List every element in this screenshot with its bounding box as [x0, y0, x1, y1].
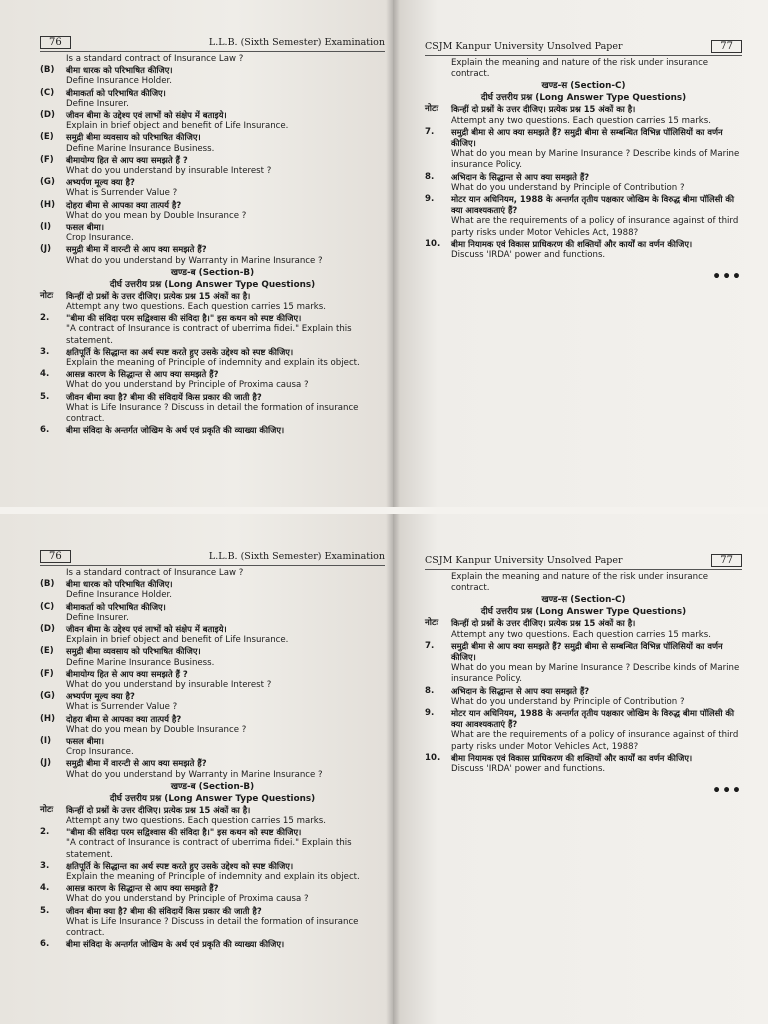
- question-number: 10.: [425, 752, 441, 763]
- question-item: [425, 239, 742, 261]
- question-item: [40, 691, 385, 713]
- question-text: [66, 624, 385, 646]
- question-english: Crop Insurance.: [66, 747, 134, 758]
- note-english: Attempt any two questions. Each question carries 15 marks.: [451, 115, 711, 126]
- question-number: (E): [40, 646, 54, 657]
- note-label: नोटः: [40, 290, 54, 301]
- question-hindi: फसल बीमा।: [66, 222, 105, 233]
- question-english: "A contract of Insurance is contract of uberrima fidei." Explain this statement.: [66, 838, 352, 860]
- question-item: [40, 369, 385, 391]
- photo-top: [0, 0, 768, 507]
- question-hindi: समुद्री बीमा से आप क्या समझते हैं? समुद्री बीमा से सम्बन्धित विभिन्न पॉलिसियों का वर्णन कीजिए।: [451, 640, 723, 663]
- section-subtitle: दीर्घ उत्तरीय प्रश्न (Long Answer Type Questions): [480, 93, 687, 104]
- section-title: खण्ड-स (Section-C): [541, 595, 626, 606]
- question-hindi: बीमा धारक को परिभाषित कीजिए।: [66, 579, 173, 590]
- question-hindi: आसन्न कारण के सिद्धान्त से आप क्या समझते हैं?: [66, 369, 219, 380]
- question-english: Define Marine Insurance Business.: [66, 143, 215, 154]
- question-text: [66, 579, 385, 601]
- note-hindi: किन्हीं दो प्रश्नों के उत्तर दीजिए। प्रत्येक प्रश्न 15 अंकों का है।: [451, 618, 636, 629]
- question-text: [451, 572, 742, 594]
- question-item: [40, 568, 385, 579]
- question-number: (B): [40, 579, 55, 590]
- left-page: [0, 0, 393, 507]
- left-page-number: 76: [40, 36, 71, 49]
- question-item: [40, 155, 385, 177]
- question-english: What do you mean by Marine Insurance ? Describe kinds of Marine insurance Policy.: [451, 149, 740, 171]
- note: [425, 618, 742, 640]
- question-english: What is Surrender Value ?: [66, 702, 178, 713]
- question-hindi: बीमाकर्ता को परिभाषित कीजिए।: [66, 87, 166, 98]
- question-item: [40, 624, 385, 646]
- right-body: [425, 58, 742, 285]
- question-hindi: अभिदान के सिद्धान्त से आप क्या समझते हैं?: [451, 685, 590, 696]
- question-hindi: बीमायोग्य हित से आप क्या समझते हैं ?: [66, 154, 188, 165]
- question-text: [66, 669, 385, 691]
- question-item: [40, 244, 385, 266]
- question-english: What are the requirements of a policy of insurance against of third party risks under Motor Vehicles Act, 1988?: [451, 216, 739, 238]
- note-label: नोटः: [40, 804, 54, 815]
- question-text: [66, 155, 385, 177]
- question-text: [66, 568, 385, 579]
- question-hindi: "बीमा की संविदा परम सद्विश्वास की संविदा है।" इस कथन को स्पष्ट कीजिए।: [66, 827, 302, 838]
- section-subtitle: दीर्घ उत्तरीय प्रश्न (Long Answer Type Questions): [480, 607, 687, 618]
- question-english: What do you understand by Principle of Proxima causa ?: [66, 894, 309, 905]
- question-english: What do you mean by Marine Insurance ? Describe kinds of Marine insurance Policy.: [451, 663, 740, 685]
- question-hindi: बीमाकर्ता को परिभाषित कीजिए।: [66, 601, 166, 612]
- question-hindi: समुद्री बीमा में वारन्टी से आप क्या समझते हैं?: [66, 244, 207, 255]
- question-text: [66, 110, 385, 132]
- left-page: [0, 514, 393, 1024]
- question-item: [40, 200, 385, 222]
- question-item: [40, 602, 385, 624]
- question-hindi: मोटर यान अधिनियम, 1988 के अन्तर्गत तृतीय पक्षकार जोखिम के विरुद्ध बीमा पॉलिसी की क्या आवश्यकताएं हैं?: [451, 194, 735, 216]
- question-english: What is Life Insurance ? Discuss in detail the formation of insurance contract.: [66, 916, 359, 939]
- question-number: 8.: [425, 685, 435, 696]
- note-english: Attempt any two questions. Each question carries 15 marks.: [66, 302, 326, 313]
- note-text: [66, 805, 385, 827]
- question-text: [66, 883, 385, 905]
- question-english: "A contract of Insurance is contract of uberrima fidei." Explain this statement.: [66, 324, 352, 346]
- question-item: [40, 110, 385, 132]
- right-page: [393, 514, 768, 1024]
- question-text: [451, 753, 742, 775]
- question-english: Is a standard contract of Insurance Law ?: [66, 568, 244, 578]
- question-item: [40, 939, 385, 950]
- question-hindi: आसन्न कारण के सिद्धान्त से आप क्या समझते हैं?: [66, 883, 219, 894]
- question-number: 5.: [40, 905, 50, 916]
- question-number: 6.: [40, 939, 50, 950]
- question-number: 7.: [425, 126, 435, 137]
- question-item: [425, 641, 742, 686]
- question-text: [66, 602, 385, 624]
- photo-divider: [0, 507, 768, 514]
- question-english: What do you understand by Principle of Proxima causa ?: [66, 380, 309, 391]
- question-text: [66, 691, 385, 713]
- question-english: Explain the meaning and nature of the risk under insurance contract.: [451, 572, 709, 594]
- question-english: What do you mean by Double Insurance ?: [66, 724, 247, 735]
- question-hindi: क्षतिपूर्ति के सिद्धान्त का अर्थ स्पष्ट करते हुए उसके उद्देश्य को स्पष्ट कीजिए।: [66, 860, 294, 871]
- question-item: [40, 646, 385, 668]
- note: [425, 104, 742, 126]
- question-english: Crop Insurance.: [66, 233, 134, 244]
- question-item: [40, 906, 385, 940]
- question-english: What do you mean by Double Insurance ?: [66, 210, 247, 221]
- note-hindi: किन्हीं दो प्रश्नों के उत्तर दीजिए। प्रत्येक प्रश्न 15 अंकों का है।: [66, 804, 251, 815]
- question-item: [40, 579, 385, 601]
- question-hindi: अभ्यर्पण मूल्य क्या है?: [66, 177, 135, 188]
- question-item: [40, 313, 385, 347]
- question-item: [40, 392, 385, 426]
- section-subtitle: दीर्घ उत्तरीय प्रश्न (Long Answer Type Questions): [109, 793, 316, 804]
- question-item: [40, 347, 385, 369]
- question-text: [451, 641, 742, 686]
- left-page-header: [40, 550, 385, 566]
- question-hindi: बीमा नियामक एवं विकास प्राधिकरण की शक्तियों और कार्यों का वर्णन कीजिए।: [451, 238, 693, 249]
- question-item: [425, 686, 742, 708]
- question-text: [451, 194, 742, 239]
- question-item: [425, 58, 742, 80]
- note-hindi: किन्हीं दो प्रश्नों के उत्तर दीजिए। प्रत्येक प्रश्न 15 अंकों का है।: [66, 290, 251, 301]
- question-english: Explain the meaning and nature of the risk under insurance contract.: [451, 58, 709, 80]
- question-english: What is Surrender Value ?: [66, 188, 178, 199]
- question-text: [66, 65, 385, 87]
- question-item: [40, 736, 385, 758]
- question-item: [40, 222, 385, 244]
- question-item: [40, 758, 385, 780]
- right-header-title: CSJM Kanpur University Unsolved Paper: [425, 41, 623, 52]
- question-english: What do you understand by insurable Interest ?: [66, 166, 272, 177]
- question-item: [40, 65, 385, 87]
- question-english: Explain in brief object and benefit of Life Insurance.: [66, 635, 289, 646]
- question-english: Explain the meaning of Principle of indemnity and explain its object.: [66, 872, 360, 883]
- question-text: [66, 369, 385, 391]
- note-english: Attempt any two questions. Each question carries 15 marks.: [66, 816, 326, 827]
- question-number: (H): [40, 199, 56, 210]
- question-number: (I): [40, 736, 52, 747]
- question-english: Define Insurance Holder.: [66, 76, 173, 87]
- question-number: (G): [40, 177, 55, 188]
- right-page: [393, 0, 768, 507]
- question-hindi: जीवन बीमा क्या है? बीमा की संविदायें किस प्रकार की जाती है?: [66, 391, 262, 402]
- note-label: नोटः: [425, 104, 439, 115]
- question-text: [66, 758, 385, 780]
- note-english: Attempt any two questions. Each question carries 15 marks.: [451, 629, 711, 640]
- left-body: [40, 568, 385, 951]
- question-english: Explain the meaning of Principle of indemnity and explain its object.: [66, 358, 360, 369]
- question-number: [425, 58, 451, 80]
- note-text: [66, 291, 385, 313]
- question-number: (F): [40, 668, 54, 679]
- note-hindi: किन्हीं दो प्रश्नों के उत्तर दीजिए। प्रत्येक प्रश्न 15 अंकों का है।: [451, 104, 636, 115]
- question-number: (G): [40, 691, 55, 702]
- section-title: खण्ड-ब (Section-B): [170, 781, 255, 792]
- question-number: (J): [40, 758, 52, 769]
- question-hindi: बीमा संविदा के अन्तर्गत जोखिम के अर्थ एवं प्रकृति की व्याख्या कीजिए।: [66, 425, 285, 436]
- question-text: [66, 939, 385, 950]
- question-number: [40, 568, 66, 579]
- question-hindi: "बीमा की संविदा परम सद्विश्वास की संविदा है।" इस कथन को स्पष्ट कीजिए।: [66, 313, 302, 324]
- section-subtitle: दीर्घ उत्तरीय प्रश्न (Long Answer Type Questions): [109, 279, 316, 290]
- question-text: [451, 172, 742, 194]
- question-number: 3.: [40, 860, 50, 871]
- note-label: नोटः: [425, 618, 439, 629]
- question-item: [40, 861, 385, 883]
- question-number: 9.: [425, 708, 435, 719]
- question-english: Explain in brief object and benefit of Life Insurance.: [66, 121, 289, 132]
- question-english: What do you understand by Warranty in Marine Insurance ?: [66, 769, 323, 780]
- question-item: [40, 883, 385, 905]
- question-hindi: जीवन बीमा के उद्देश्य एवं लाभों को संक्षेप में बताइये।: [66, 110, 227, 121]
- question-english: Define Insurer.: [66, 612, 129, 623]
- question-item: [40, 714, 385, 736]
- question-number: 5.: [40, 391, 50, 402]
- question-text: [451, 58, 742, 80]
- question-text: [451, 239, 742, 261]
- question-text: [66, 244, 385, 266]
- question-english: Discuss 'IRDA' power and functions.: [451, 764, 606, 775]
- question-hindi: समुद्री बीमा में वारन्टी से आप क्या समझते हैं?: [66, 758, 207, 769]
- note: [40, 805, 385, 827]
- right-page-header: [425, 554, 742, 570]
- question-english: Discuss 'IRDA' power and functions.: [451, 250, 606, 261]
- question-item: [425, 753, 742, 775]
- question-item: [425, 572, 742, 594]
- question-number: 7.: [425, 640, 435, 651]
- question-hindi: समुद्री बीमा व्यवसाय को परिभाषित कीजिए।: [66, 646, 201, 657]
- question-hindi: समुद्री बीमा व्यवसाय को परिभाषित कीजिए।: [66, 132, 201, 143]
- right-page-number: 77: [711, 554, 742, 567]
- left-header-title: L.L.B. (Sixth Semester) Examination: [208, 37, 385, 48]
- question-text: [66, 827, 385, 861]
- question-english: What do you understand by insurable Interest ?: [66, 680, 272, 691]
- book-fold: [386, 0, 400, 507]
- question-text: [66, 88, 385, 110]
- question-text: [66, 347, 385, 369]
- question-item: [425, 708, 742, 753]
- question-number: (E): [40, 132, 54, 143]
- question-text: [66, 392, 385, 426]
- left-page-header: [40, 36, 385, 52]
- question-hindi: बीमायोग्य हित से आप क्या समझते हैं ?: [66, 668, 188, 679]
- question-number: [425, 572, 451, 594]
- note-text: [451, 618, 742, 640]
- question-hindi: जीवन बीमा क्या है? बीमा की संविदायें किस प्रकार की जाती है?: [66, 905, 262, 916]
- right-body: [425, 572, 742, 799]
- question-text: [66, 313, 385, 347]
- question-item: [40, 425, 385, 436]
- right-page-header: [425, 40, 742, 56]
- note: [40, 291, 385, 313]
- book-fold: [386, 514, 400, 1024]
- question-number: (H): [40, 713, 56, 724]
- question-text: [66, 425, 385, 436]
- question-item: [40, 177, 385, 199]
- question-hindi: समुद्री बीमा से आप क्या समझते हैं? समुद्री बीमा से सम्बन्धित विभिन्न पॉलिसियों का वर्णन कीजिए।: [451, 126, 723, 149]
- question-english: Define Marine Insurance Business.: [66, 657, 215, 668]
- question-text: [66, 54, 385, 65]
- section-title: खण्ड-ब (Section-B): [170, 267, 255, 278]
- question-number: (C): [40, 601, 55, 612]
- left-header-title: L.L.B. (Sixth Semester) Examination: [208, 551, 385, 562]
- question-text: [66, 132, 385, 154]
- question-hindi: जीवन बीमा के उद्देश्य एवं लाभों को संक्षेप में बताइये।: [66, 624, 227, 635]
- question-text: [451, 686, 742, 708]
- question-item: [40, 669, 385, 691]
- question-english: Define Insurance Holder.: [66, 590, 173, 601]
- question-english: What are the requirements of a policy of insurance against of third party risks under Motor Vehicles Act, 1988?: [451, 730, 739, 752]
- question-number: (B): [40, 65, 55, 76]
- question-text: [66, 861, 385, 883]
- end-mark: •••: [712, 783, 742, 800]
- question-number: (C): [40, 87, 55, 98]
- question-text: [66, 200, 385, 222]
- question-number: 10.: [425, 238, 441, 249]
- question-english: What is Life Insurance ? Discuss in detail the formation of insurance contract.: [66, 402, 359, 425]
- note-text: [451, 104, 742, 126]
- question-hindi: मोटर यान अधिनियम, 1988 के अन्तर्गत तृतीय पक्षकार जोखिम के विरुद्ध बीमा पॉलिसी की क्या आवश्यकताएं हैं?: [451, 708, 735, 730]
- question-hindi: क्षतिपूर्ति के सिद्धान्त का अर्थ स्पष्ट करते हुए उसके उद्देश्य को स्पष्ट कीजिए।: [66, 346, 294, 357]
- question-number: 6.: [40, 425, 50, 436]
- question-english: What do you understand by Warranty in Marine Insurance ?: [66, 255, 323, 266]
- question-hindi: बीमा संविदा के अन्तर्गत जोखिम के अर्थ एवं प्रकृति की व्याख्या कीजिए।: [66, 939, 285, 950]
- question-text: [451, 708, 742, 753]
- question-hindi: अभिदान के सिद्धान्त से आप क्या समझते हैं?: [451, 171, 590, 182]
- question-text: [451, 127, 742, 172]
- question-number: 4.: [40, 369, 50, 380]
- question-number: 9.: [425, 194, 435, 205]
- end-mark: •••: [712, 269, 742, 286]
- question-text: [66, 714, 385, 736]
- question-hindi: फसल बीमा।: [66, 736, 105, 747]
- question-text: [66, 906, 385, 940]
- right-header-title: CSJM Kanpur University Unsolved Paper: [425, 555, 623, 566]
- question-text: [66, 222, 385, 244]
- question-number: (D): [40, 624, 55, 635]
- question-number: (F): [40, 154, 54, 165]
- question-english: Define Insurer.: [66, 98, 129, 109]
- question-number: (D): [40, 110, 55, 121]
- section-title: खण्ड-स (Section-C): [541, 81, 626, 92]
- left-body: [40, 54, 385, 437]
- question-hindi: बीमा धारक को परिभाषित कीजिए।: [66, 65, 173, 76]
- question-item: [40, 54, 385, 65]
- question-english: What do you understand by Principle of Contribution ?: [451, 696, 685, 707]
- question-number: (I): [40, 222, 52, 233]
- question-hindi: बीमा नियामक एवं विकास प्राधिकरण की शक्तियों और कार्यों का वर्णन कीजिए।: [451, 752, 693, 763]
- question-text: [66, 646, 385, 668]
- question-item: [425, 127, 742, 172]
- question-item: [40, 827, 385, 861]
- question-english: Is a standard contract of Insurance Law ?: [66, 54, 244, 64]
- photo-bottom: [0, 514, 768, 1024]
- question-number: 4.: [40, 883, 50, 894]
- question-text: [66, 736, 385, 758]
- question-number: (J): [40, 244, 52, 255]
- question-number: 2.: [40, 827, 50, 838]
- question-item: [425, 194, 742, 239]
- question-number: 3.: [40, 346, 50, 357]
- question-item: [40, 88, 385, 110]
- question-hindi: दोहरा बीमा से आपका क्या तात्पर्य है?: [66, 713, 182, 724]
- question-number: 8.: [425, 171, 435, 182]
- question-item: [425, 172, 742, 194]
- question-english: What do you understand by Principle of Contribution ?: [451, 182, 685, 193]
- right-page-number: 77: [711, 40, 742, 53]
- question-hindi: अभ्यर्पण मूल्य क्या है?: [66, 691, 135, 702]
- question-number: 2.: [40, 313, 50, 324]
- question-number: [40, 54, 66, 65]
- question-text: [66, 177, 385, 199]
- left-page-number: 76: [40, 550, 71, 563]
- question-hindi: दोहरा बीमा से आपका क्या तात्पर्य है?: [66, 199, 182, 210]
- question-item: [40, 132, 385, 154]
